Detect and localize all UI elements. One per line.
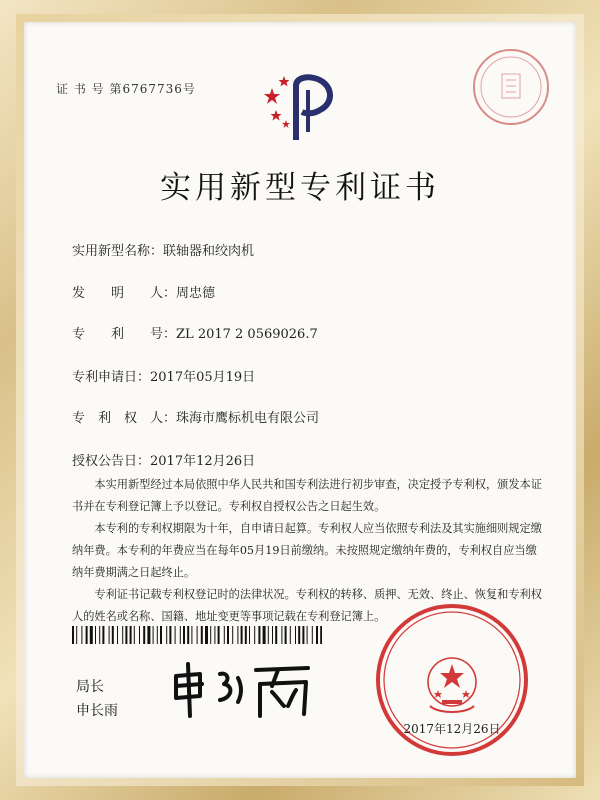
- field-label: 授权公告日：: [72, 454, 151, 469]
- field-value: 周忠德: [176, 286, 216, 301]
- field-application-date: [72, 366, 255, 385]
- field-value: 2017年12月26日: [150, 454, 256, 469]
- certificate-number: 证 书 号 第6767736号: [56, 82, 196, 96]
- field-utility-model-name: [72, 240, 254, 259]
- barcode-icon: [72, 626, 322, 644]
- body-paragraph: 专利证书记载专利权登记时的法律状况。专利权的转移、质押、无效、终止、恢复和专利权人的姓名或名称、国籍、地址变更等事项记载在专利登记簿上。: [72, 588, 542, 623]
- field-label: 实用新型名称：: [72, 244, 164, 259]
- field-patentee: [72, 407, 319, 426]
- company-stamp-small-icon: [470, 46, 552, 128]
- field-grant-date: [72, 450, 255, 469]
- field-value: 珠海市鹰标机电有限公司: [176, 411, 320, 426]
- field-label: 专利申请日：: [72, 370, 151, 385]
- seal-date: 2017年12月26日: [403, 722, 501, 736]
- patent-office-emblem-icon: [262, 70, 352, 150]
- body-paragraph: 本实用新型经过本局依照中华人民共和国专利法进行初步审查，决定授予专利权，颁发本证书并在专利登记簿上予以登记。专利权自授权公告之日起生效。: [72, 478, 542, 513]
- field-label: 专 利 号：: [72, 327, 177, 342]
- field-label: 发 明 人：: [72, 286, 177, 301]
- director-title: 局长: [76, 679, 104, 695]
- body-paragraph: 本专利的专利权期限为十年，自申请日起算。专利权人应当依照专利法及其实施细则规定缴纳年费。本专利的年费应当在每年05月19日前缴纳。未按照规定缴纳年费的，专利权自应当缴纳年费期满之日起终止。: [72, 522, 542, 579]
- field-value: 联轴器和绞肉机: [163, 244, 255, 259]
- field-inventor: [72, 282, 215, 301]
- field-label: 专 利 权 人：: [72, 411, 177, 426]
- director-signature-icon: [168, 656, 318, 722]
- field-value: ZL 2017 2 0569026.7: [176, 327, 318, 342]
- director-name: 申长雨: [76, 703, 118, 719]
- field-value: 2017年05月19日: [150, 370, 256, 385]
- field-patent-number: [72, 323, 318, 342]
- certificate-title: 实用新型专利证书: [160, 170, 440, 206]
